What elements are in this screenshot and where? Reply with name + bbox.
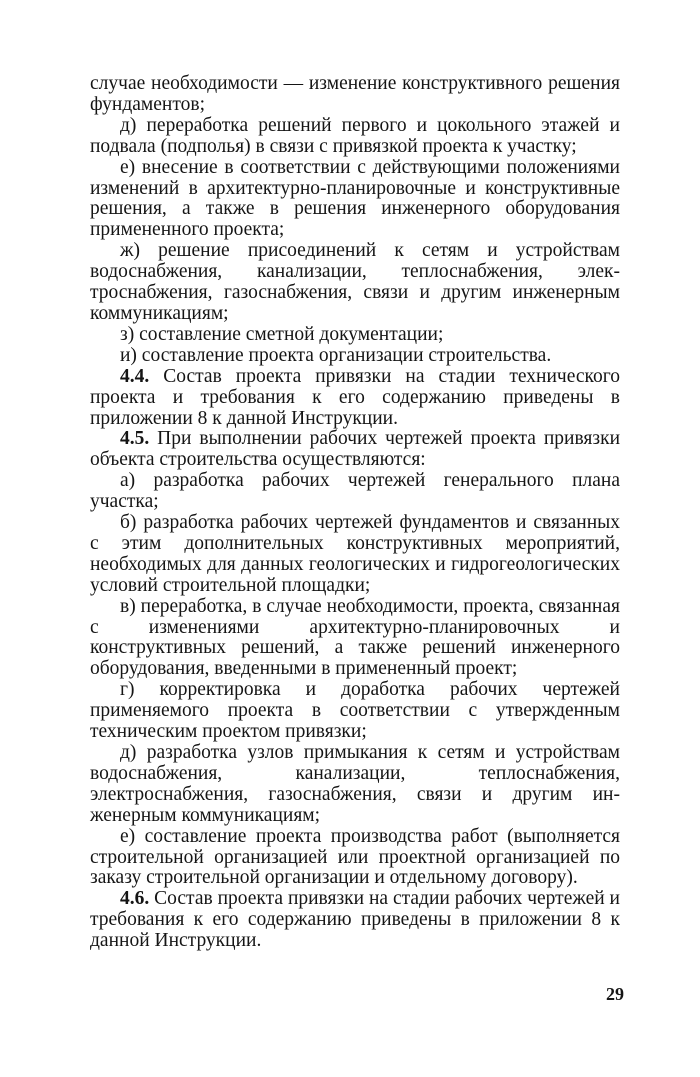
list-item-b: б) разработка рабочих чертежей фундаментов и связанных с этим дополнительных конструктивных мероприятий, необходимых для данных геологических и гидрогеологических условий строительной площадки;: [90, 512, 620, 596]
document-body: [90, 74, 620, 952]
list-item-d: д) переработка решений первого и цокольного этажей и подвала (подполья) в связи с привязкой проекта к участку;: [90, 114, 620, 157]
list-item-d2: д) разработка узлов примыкания к сетям и устройствам водоснабжения, канализации, теплоснабжения, электроснабжения, газоснабжения, связи и другим инженерным коммуникациям;: [90, 742, 620, 826]
section-4-5: [90, 429, 620, 471]
list-item-g: г) корректировка и доработка рабочих чертежей применяемого проекта в соответствии с утвержденным техническим проектом привязки;: [90, 679, 620, 743]
section-number: 4.6.: [120, 888, 150, 910]
section-text: При выполнении рабочих чертежей проекта привязки объекта строительства осуществляются:: [90, 428, 621, 471]
section-number: 4.5.: [120, 428, 150, 450]
section-4-4: [90, 367, 620, 430]
section-number: 4.4.: [120, 365, 150, 387]
list-item-i: и) составление проекта организации строительства.: [120, 344, 552, 366]
list-item-e2: е) составление проекта производства работ (выполняется строительной организацией или проектной организацией по заказу строительной организации и отдельному договору).: [90, 825, 620, 889]
list-item-a: а) разработка рабочих чертежей генерального плана участка;: [90, 470, 620, 513]
section-4-6: [90, 889, 620, 952]
paragraph-continuation: случае необходимости — изменение конструктивного решения фундаментов;: [90, 73, 620, 115]
list-item-e: е) внесение в соответствии с действующими положениями изменений в архитектурно-планировочные и конструктивные решения, а также в решения инженерного оборудования примененного проекта;: [90, 156, 620, 241]
list-item-z: з) составление сметной документации;: [120, 323, 444, 345]
section-text: Состав проекта привязки на стадии технического проекта и требования к его содержанию приведены в приложении 8 к данной Инструкции.: [90, 365, 621, 429]
page-number: 29: [606, 984, 624, 1004]
list-item-zh: ж) решение присоединений к сетям и устройствам водоснабжения, канализации, теплоснабжения, электроснабжения, газоснабжения, связи и другим инженерным коммуникациям;: [90, 240, 620, 324]
section-text: Состав проекта привязки на стадии рабочих чертежей и требования к его содержанию приведены в приложении 8 к данной Инструкции.: [90, 888, 620, 952]
list-item-v: в) переработка, в случае необходимости, проекта, связанная с изменениями архитектурно-планировочных и конструктивных решений, а также решений инженерного оборудования, введенными в примененный проект;: [90, 595, 620, 680]
